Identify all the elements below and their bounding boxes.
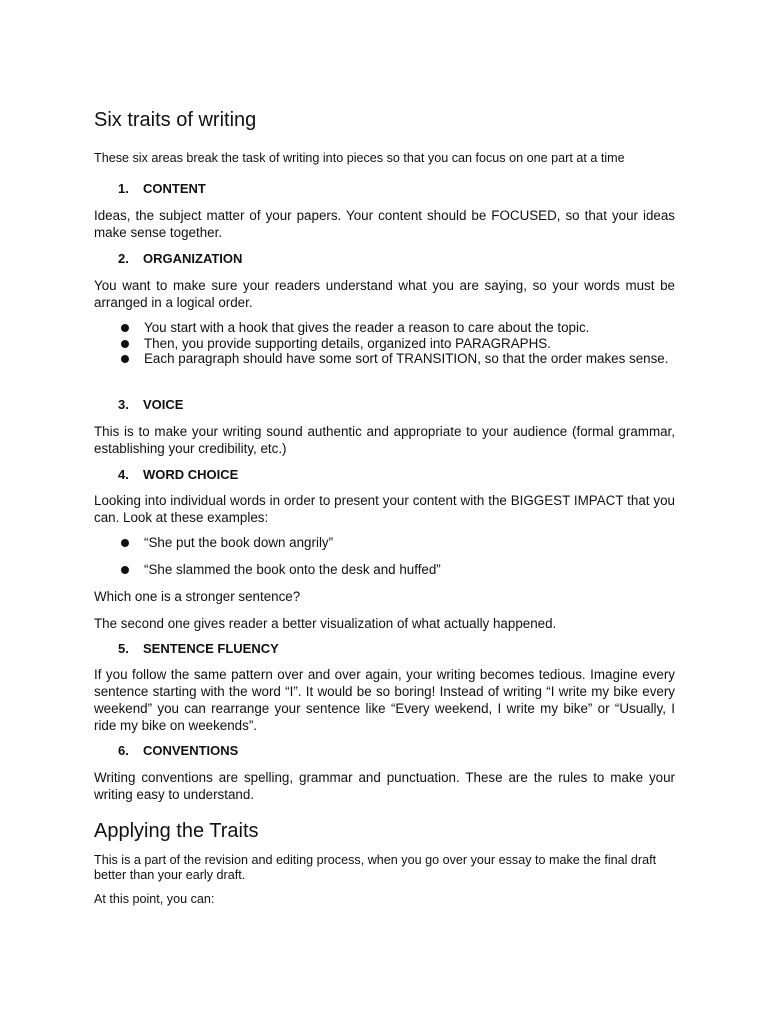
trait-heading-content xyxy=(118,181,206,196)
list-item-text: Each paragraph should have some sort of TRANSITION, so that the order makes sense. xyxy=(144,351,669,366)
list-item-text: You start with a hook that gives the reader a reason to care about the topic. xyxy=(144,320,590,335)
bullet-icon xyxy=(121,340,129,348)
trait-number: 2. xyxy=(118,251,129,266)
trait-text-conventions: Writing conventions are spelling, grammar and punctuation. These are the rules to make your writing easy to understand. xyxy=(94,770,675,802)
bullet-icon xyxy=(121,355,129,363)
trait-text-voice: This is to make your writing sound authentic and appropriate to your audience (formal grammar, establishing your credibility, etc.) xyxy=(94,424,675,456)
trait-text-content: Ideas, the subject matter of your papers. Your content should be FOCUSED, so that your ideas make sense together. xyxy=(94,208,675,240)
trait-text-word-choice: Looking into individual words in order to present your content with the BIGGEST IMPACT that you can. Look at these examples: xyxy=(94,493,675,525)
word-choice-question: Which one is a stronger sentence? xyxy=(94,589,301,604)
applying-intro: This is a part of the revision and editing process, when you go over your essay to make the final draft better than your early draft. xyxy=(94,853,657,882)
word-choice-answer: The second one gives reader a better visualization of what actually happened. xyxy=(94,616,557,631)
bullet-icon xyxy=(121,324,129,332)
trait-name: WORD CHOICE xyxy=(143,467,239,482)
example-text: “She slammed the book onto the desk and huffed” xyxy=(144,562,441,577)
list-item xyxy=(94,351,675,367)
list-item xyxy=(94,320,675,336)
trait-name: VOICE xyxy=(143,397,184,412)
trait-heading-organization xyxy=(118,251,242,266)
list-item xyxy=(94,336,675,352)
example-text: “She put the book down angrily” xyxy=(144,535,334,550)
applying-lead: At this point, you can: xyxy=(94,892,215,906)
trait-text-organization: You want to make sure your readers understand what you are saying, so your words must be arranged in a logical order. xyxy=(94,278,675,310)
section-intro: These six areas break the task of writing into pieces so that you can focus on one part at a time xyxy=(94,151,625,165)
trait-heading-conventions xyxy=(118,743,238,758)
trait-number: 4. xyxy=(118,467,129,482)
trait-heading-sentence-fluency xyxy=(118,641,279,656)
trait-name: SENTENCE FLUENCY xyxy=(143,641,279,656)
trait-number: 5. xyxy=(118,641,129,656)
trait-number: 1. xyxy=(118,181,129,196)
trait-name: CONTENT xyxy=(143,181,206,196)
bullet-icon xyxy=(121,539,129,547)
section-title-six-traits: Six traits of writing xyxy=(94,109,257,131)
section-title-applying-traits: Applying the Traits xyxy=(94,820,259,842)
trait-text-sentence-fluency: If you follow the same pattern over and over again, your writing becomes tedious. Imagine every sentence starting with the word “I”. It would be so boring! Instead of writing “I write my bike every weekend” you can rearrange your sentence like “Every weekend, I write my bike” or “Usually, I ride my bike on weekends”. xyxy=(94,667,675,733)
list-item-text: Then, you provide supporting details, organized into PARAGRAPHS. xyxy=(144,335,551,351)
bullet-icon xyxy=(121,566,129,574)
trait-number: 3. xyxy=(118,397,129,412)
trait-name: ORGANIZATION xyxy=(143,251,243,266)
trait-number: 6. xyxy=(118,743,129,758)
trait-heading-word-choice xyxy=(118,467,238,482)
organization-bullet-list xyxy=(94,320,675,367)
trait-name: CONVENTIONS xyxy=(143,743,239,758)
trait-heading-voice xyxy=(118,397,183,412)
